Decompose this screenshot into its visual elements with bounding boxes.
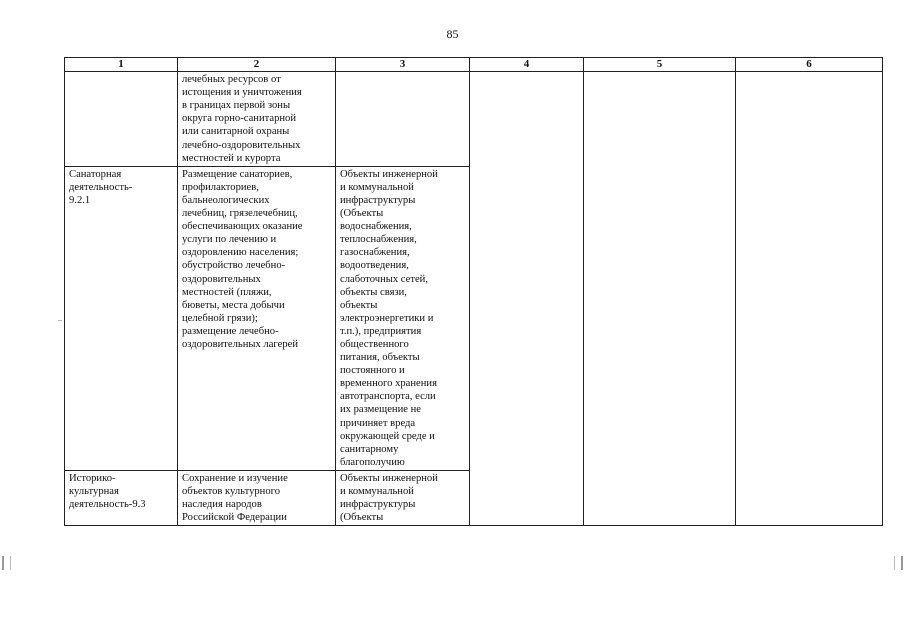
scan-margin-mark-right [894,556,903,570]
col-5-cell [584,72,736,526]
row-3-col-1: Историко- культурная деятельность-9.3 [65,470,178,525]
row-3-col-3: Объекты инженерной и коммунальной инфраструктуры (Объекты [336,470,470,525]
header-col-5: 5 [584,58,736,72]
row-2-col-2: Размещение санаториев, профилакториев, бальнеологических лечебниц, грязелечебниц, обеспечивающих оказание услуги по лечению и оздоровлению населения; обустройство лечебно- оздоровительных местностей (пляжи, бюветы, места добычи целебной грязи); размещение лечебно- оздоровительных лагерей [178,166,336,470]
row-2-col-1: Санаторная деятельность- 9.2.1 [65,166,178,470]
row-1-col-3 [336,72,470,167]
regulations-table [64,57,883,526]
header-col-4: 4 [470,58,584,72]
table-row [65,72,883,167]
row-1-col-2: лечебных ресурсов от истощения и уничтожения в границах первой зоны округа горно-санитарной или санитарной охраны лечебно-оздоровительных местностей и курорта [178,72,336,167]
col-6-cell [736,72,883,526]
header-col-1: 1 [65,58,178,72]
page-number: 85 [446,27,459,41]
row-1-col-1 [65,72,178,167]
row-2-col-3: Объекты инженерной и коммунальной инфраструктуры (Объекты водоснабжения, теплоснабжения, газоснабжения, водоотведения, слаботочных сетей, объекты связи, объекты электроэнергетики и т.п.), предприятия общественного питания, объекты постоянного и временного хранения автотранспорта, если их размещение не причиняет вреда окружающей среде и санитарному благополучию [336,166,470,470]
header-row [65,58,883,72]
header-col-3: 3 [336,58,470,72]
row-3-col-2: Сохранение и изучение объектов культурного наследия народов Российской Федерации [178,470,336,525]
col-4-cell [470,72,584,526]
header-col-2: 2 [178,58,336,72]
scan-margin-mark-left [2,556,11,570]
header-col-6: 6 [736,58,883,72]
scan-margin-tick [58,320,62,321]
